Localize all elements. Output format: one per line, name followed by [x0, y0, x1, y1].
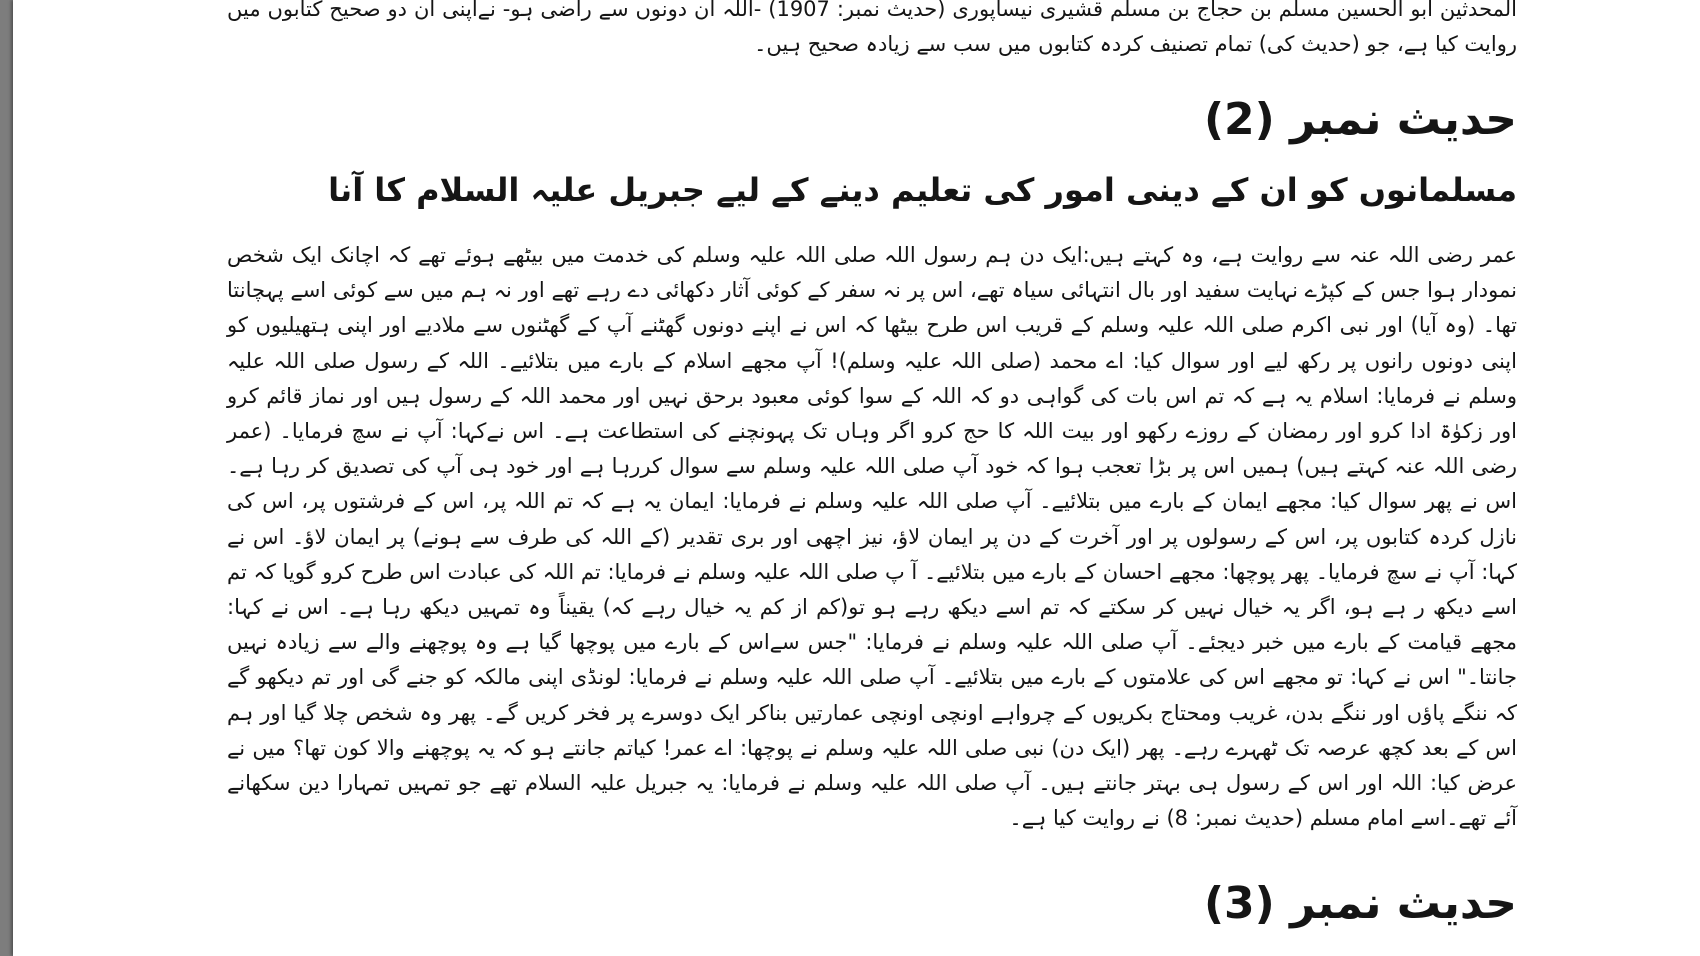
hadith-number-heading: حدیث نمبر (2) — [1203, 94, 1517, 145]
page-content — [227, 0, 1517, 932]
intro-paragraph: المحدثین ابو الحسین مسلم بن حجاج بن مسلم قشیری نیساپوری (حدیث نمبر: 1907) -اللہ ان دونوں سے راضی ہو- نےاپنی ان دو صحیح کتابوں میں روایت کیا ہے، جو (حدیث کی) تمام تصنیف کردہ کتابوں میں سب سے زیادہ صحیح ہیں۔ — [227, 0, 1517, 56]
next-hadith-number-heading: حدیث نمبر (3) — [1203, 878, 1517, 930]
hadith-title-heading: مسلمانوں کو ان کے دینی امور کی تعلیم دینے کے لیے جبریل علیہ السلام کا آنا — [328, 171, 1517, 209]
hadith-body-paragraph: عمر رضی اللہ عنہ سے روایت ہے، وہ کہتے ہیں:ایک دن ہم رسول اللہ صلی اللہ علیہ وسلم کی خدمت میں بیٹھے ہوئے تھے کہ اچانک ایک شخص نمودار ہوا جس کے کپڑے نہایت سفید اور بال انتہائی سیاہ تھے، اس پر نہ سفر کے کوئی آثار دکھائی دے رہے تھے اور نہ ہم میں سے کوئی اسے پہچانتا تھا۔ (وہ آیا) اور نبی اکرم صلی اللہ علیہ وسلم کے قریب اس طرح بیٹھا کہ اس نے اپنے دونوں گھٹنے آپ کے گھٹنوں سے ملادیے اور اپنی ہتھیلیوں کو اپنی دونوں رانوں پر رکھ لیے اور سوال کیا: اے محمد (صلی اللہ علیہ وسلم)! آپ مجھے اسلام کے بارے میں بتلائیے۔ اللہ کے رسول صلی اللہ علیہ وسلم نے فرمایا: اسلام یہ ہے کہ تم اس بات کی گواہی دو کہ اللہ کے سوا کوئی معبود برحق نہیں اور محمد اللہ کے رسول ہیں اور نماز قائم کرو اور زکوٰۃ ادا کرو اور رمضان کے روزے رکھو اور بیت اللہ کا حج کرو اگر وہاں تک پہونچنے کی استطاعت ہے۔ اس نےکہا: آپ نے سچ فرمایا۔ (عمر رضی اللہ عنہ کہتے ہیں) ہمیں اس پر بڑا تعجب ہوا کہ خود آپ صلی اللہ علیہ وسلم سے سوال کررہا ہے اور خود ہی آپ کی تصدیق کر رہا ہے۔ اس نے پھر سوال کیا: مجھے ایمان کے بارے میں بتلائیے۔ آپ صلی اللہ علیہ وسلم نے فرمایا: ایمان یہ ہے کہ تم اللہ پر، اس کے فرشتوں پر، اس کی نازل کردہ کتابوں پر، اس کے رسولوں پر اور آخرت کے دن پر ایمان لاؤ، نیز اچھی اور بری تقدیر (کے اللہ کی طرف سے ہونے) پر ایمان لاؤ۔ اس نے کہا: آپ نے سچ فرمایا۔ پھر پوچھا: مجھے احسان کے بارے میں بتلائیے۔ آ پ صلی اللہ علیہ وسلم نے فرمایا: تم اللہ کی عبادت اس طرح کرو گویا کہ تم اسے دیکھ ر ہے ہو، اگر یہ خیال نہیں کر سکتے کہ تم اسے دیکھ رہے ہو تو(کم از کم یہ خیال رہے کہ) یقیناً وہ تمہیں دیکھ رہا ہے۔ اس نے کہا: مجھے قیامت کے بارے میں خبر دیجئے۔ آپ صلی اللہ علیہ وسلم نے فرمایا: "جس سےاس کے بارے میں پوچھا گیا ہے وہ پوچھنے والے سے زیادہ نہیں جانتا۔" اس نے کہا: تو مجھے اس کی علامتوں کے بارے میں بتلائیے۔ آپ صلی اللہ علیہ وسلم نے فرمایا: لونڈی اپنی مالکہ کو جنے گی اور تم دیکھو گے کہ ننگے پاؤں اور ننگے بدن، غریب ومحتاج بکریوں کے چرواہے اونچی اونچی عمارتیں بناکر ایک دوسرے پر فخر کریں گے۔ پھر وہ شخص چلا گیا اور ہم اس کے بعد کچھ عرصہ تک ٹھہرے رہے۔ پھر (ایک دن) نبی صلی اللہ علیہ وسلم نے پوچھا: اے عمر! کیاتم جانتے ہو کہ یہ پوچھنے والا کون تھا؟ میں نے عرض کیا: اللہ اور اس کے رسول ہی بہتر جانتے ہیں۔ آپ صلی اللہ علیہ وسلم نے فرمایا: یہ جبریل علیہ السلام تھے جو تمہیں تمہارا دین سکھانے آئے تھے۔اسے امام مسلم (حدیث نمبر: 8) نے روایت کیا ہے۔ — [227, 243, 1517, 831]
document-page — [13, 0, 1700, 956]
